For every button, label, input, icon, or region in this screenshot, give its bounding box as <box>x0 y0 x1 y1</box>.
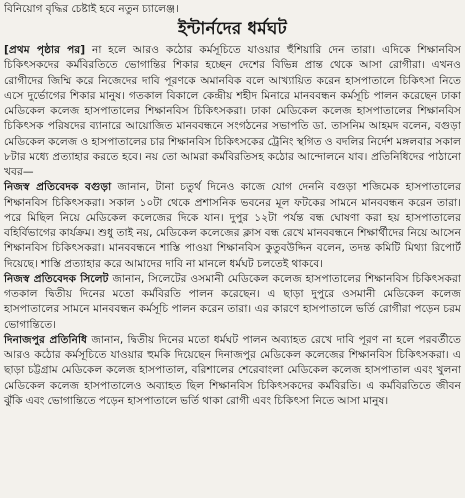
paragraph-text: জানান, সিলেটের ওসমানী মেডিকেল কলেজ হাসপাতালের শিক্ষানবিস চিকিৎসকরা গতকাল দ্বিতীয় দিনের মতো কর্মবিরতি পালন করেছেন। এ ছাড়া দুপুরে ওসমানী মেডিকেল কলেজ হাসপাতালের সামনে মানববন্ধন কর্মসূচি পালন করেন তারা। এর কারণে হাসপাতালে ভর্তি রোগীরা পড়েন চরম ভোগান্তিতে। <box>4 271 461 331</box>
dateline-bogura: নিজস্ব প্রতিবেদক বগুড়া <box>4 180 112 194</box>
paragraph-bogura <box>4 179 461 271</box>
paragraph-dinajpur <box>4 332 461 408</box>
paragraph-sylhet <box>4 271 461 332</box>
dateline-sylhet: নিজস্ব প্রতিবেদক সিলেট <box>4 271 109 285</box>
continuation-marker: [প্রথম পৃষ্ঠার পর] <box>4 43 86 56</box>
article-body <box>4 42 461 408</box>
paragraph-text: জানান, টানা চতুর্থ দিনেও কাজে যোগ দেননি বগুড়া শজিমেক হাসপাতালের শিক্ষানবিস চিকিৎসকরা। সকাল ১০টা থেকে প্রশাসনিক ভবনের মূল ফটকের সামনে মানববন্ধন করেন তারা। পরে মিছিল নিয়ে মেডিকেল কলেজের দিকে যান। দুপুর ১২টা পর্যন্ত বন্ধ ঘোষণা করা হয় হাসপাতালের বহির্বিভাগের কার্যক্রম। শুধু তাই নয়, মেডিকেল কলেজের ক্লাস বন্ধ রেখে মানববন্ধনে শিক্ষার্থীদের নিয়ে আসেন শিক্ষানবিস চিকিৎসকরা। মানববন্ধনে শাস্তি পাওয়া শিক্ষানবিস কুতুবউদ্দিন বলেন, তদন্ত কমিটি মিথ্যা রিপোর্ট দিয়েছে। শাস্তি প্রত্যাহার করে আমাদের দাবি না মানলে ধর্মঘট চলতেই থাকবে। <box>4 180 461 270</box>
paragraph-text: জানান, দ্বিতীয় দিনের মতো ধর্মঘট পালন অব্যাহত রেখে দাবি পূরণ না হলে পরবর্তীতে আরও কঠোর কর্মসূচিতে যাওয়ার হুমকি দিয়েছেন দিনাজপুর মেডিকেল কলেজের শিক্ষানবিস চিকিৎসকরা। এ ছাড়া চট্টগ্রাম মেডিকেল কলেজ হাসপাতাল, বরিশালের শেরেবাংলা মেডিকেল কলেজ হাসপাতাল এবং খুলনা মেডিকেল কলেজ হাসপাতালেও অব্যাহত ছিল শিক্ষানবিস চিকিৎসকদের কর্মবিরতি। এ কর্মবিরতিতে জীবন ঝুঁকি এবং ভোগান্তিতে পড়েন হাসপাতালে ভর্তি থাকা রোগী এবং চিকিৎসা নিতে আসা মানুষ। <box>4 332 461 407</box>
paragraph-continuation <box>4 42 461 179</box>
paragraph-text: না হলে আরও কঠোর কর্মসূচিতে যাওয়ার হুঁশিয়ারি দেন তারা। এদিকে শিক্ষানবিস চিকিৎসকদের কর্মবিরতিতে ভোগান্তির শিকার হচ্ছেন দেশের বিভিন্ন প্রান্ত থেকে আসা রোগীরা। এখনও রোগীদের জিম্মি করে নিজেদের দাবি পূরণকে অমানবিক বলে আখ্যায়িত করেন হাসপাতালে চিকিৎসা নিতে এসে দুর্ভোগের শিকার মানুষ। গতকাল বিকালে কেন্দ্রীয় শহীদ মিনারে মানববন্ধন কর্মসূচি পালন করেছেন ঢাকা মেডিকেল কলেজ হাসপাতালের শিক্ষানবিস চিকিৎসকরা। ঢাকা মেডিকেল কলেজ হাসপাতালের শিক্ষানবিস চিকিৎসক পরিষদের ব্যানারে আয়োজিত মানববন্ধনে সংগঠনের সভাপতি ডা. তাসনিম আহমদ বলেন, বগুড়া মেডিকেল কলেজ ও হাসপাতালের চার শিক্ষানবিস চিকিৎসকের ট্রেনিং স্থগিত ও বদলির নির্দেশ মঙ্গলবার সকাল ৮টার মধ্যে প্রত্যাহার করতে হবে। নয় তো আমরা কর্মবিরতিসহ কঠোর আন্দোলনে যাব। প্রতিনিধিদের পাঠানো খবর— <box>4 43 461 178</box>
previous-article-tail: বিনিয়োগ বৃদ্ধির চেষ্টাই হবে নতুন চ্যালেঞ্জ। <box>4 3 179 15</box>
dateline-dinajpur: দিনাজপুর প্রতিনিধি <box>4 332 88 346</box>
article-headline: ইন্টার্নদের ধর্মঘট <box>177 19 288 39</box>
